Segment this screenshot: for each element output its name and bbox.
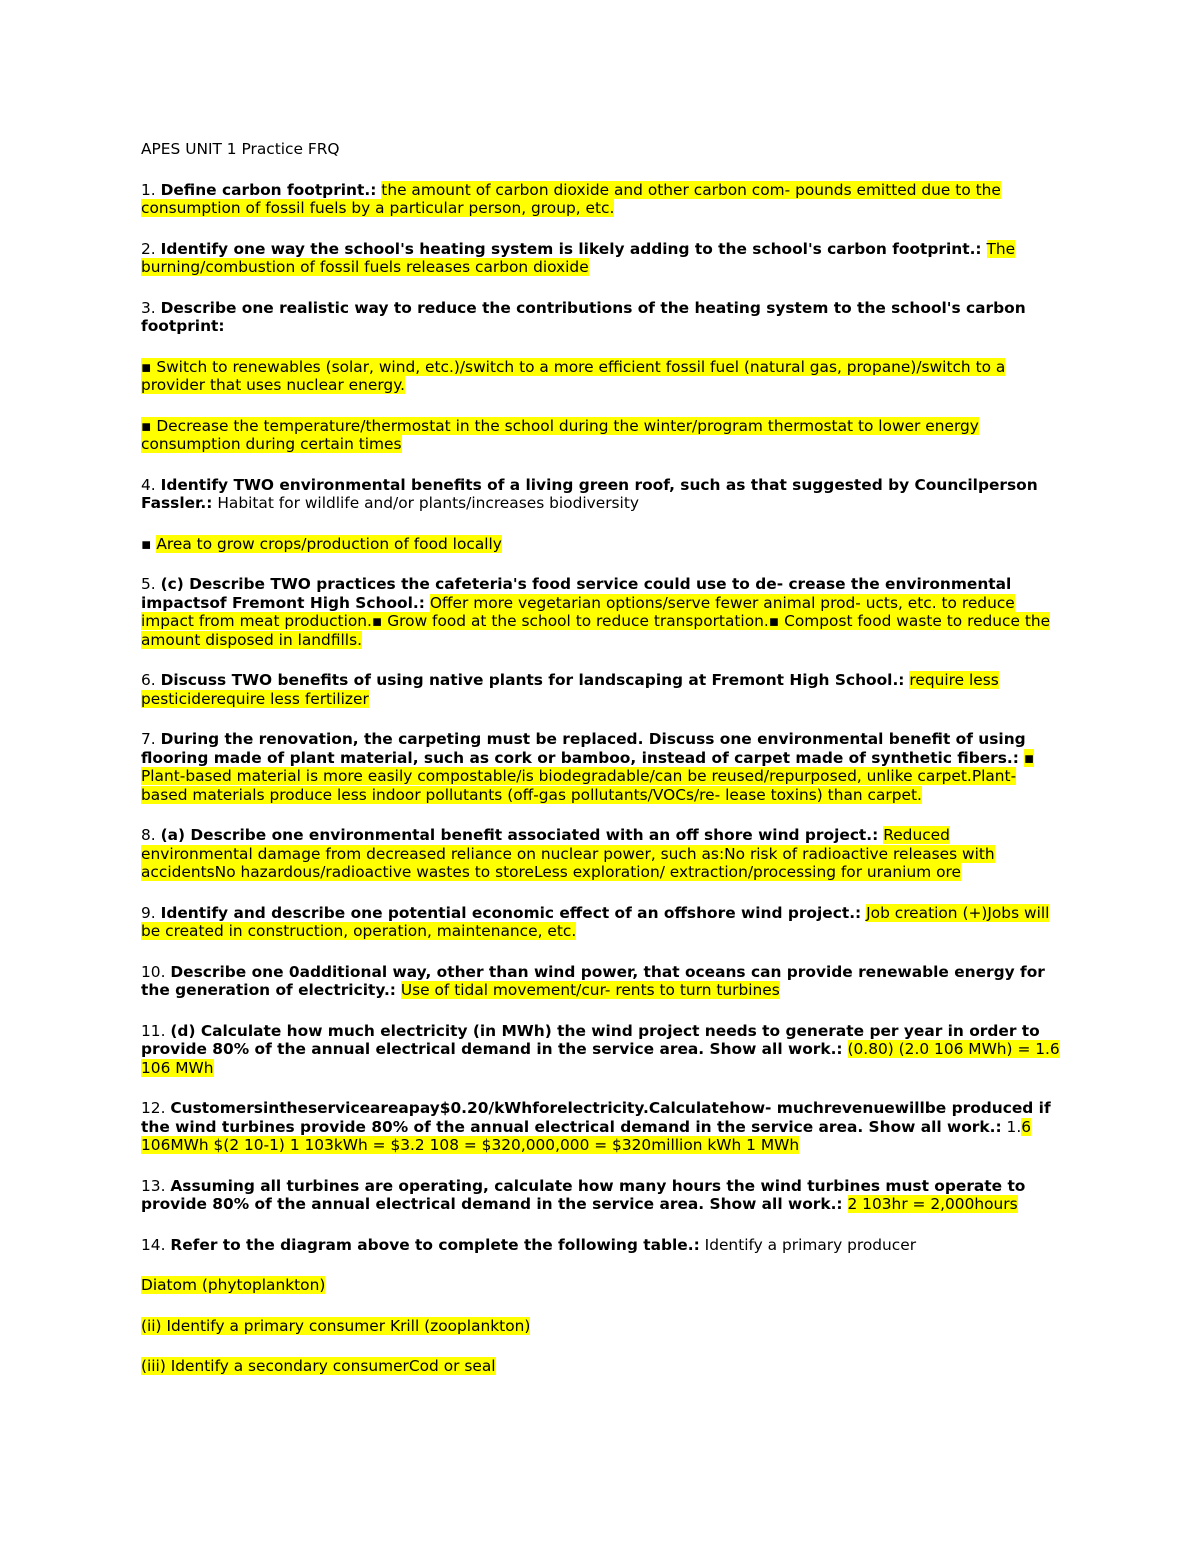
answer-text: The burning/combustion of fossil fuels releases carbon dioxide	[141, 239, 1016, 276]
answer-bullet	[141, 417, 1061, 454]
question-13	[141, 1177, 1061, 1214]
question-number: 11.	[141, 1021, 166, 1040]
answer-text: 6 106MWh $(2 10-1) 1 103kWh = $3.2 108 = $320,000,000 = $320million kWh 1 MWh	[141, 1117, 1032, 1154]
question-text: During the renovation, the carpeting must be replaced. Discuss one environmental benefit of using flooring made of plant material, such as cork or bamboo, instead of carpet made of synthetic fibers.:	[141, 730, 1026, 767]
question-number: 3.	[141, 298, 156, 317]
question-number: 8.	[141, 826, 156, 844]
question-number: 12.	[141, 1099, 166, 1117]
answer-text: Job creation (+)Jobs will be created in construction, operation, maintenance, etc.	[141, 903, 1050, 940]
question-12	[141, 1099, 1061, 1155]
question-2	[141, 240, 1061, 277]
question-text: (c) Describe TWO practices the cafeteria's food service could use to de- crease the environmental impactsof Fremont High School.:	[141, 575, 1012, 612]
answer-text: (0.80) (2.0 106 MWh) = 1.6 106 MWh	[141, 1040, 1060, 1077]
question-text: Refer to the diagram above to complete the following table.:	[170, 1235, 700, 1254]
question-number: 9.	[141, 903, 156, 922]
question-text: (d) Calculate how much electricity (in MWh) the wind project needs to generate per year in order to provide 80% of the annual electrical demand in the service area. Show all work.:	[141, 1021, 1040, 1058]
answer-plain-text: Habitat for wildlife and/or plants/increases biodiversity	[217, 494, 639, 512]
question-number: 13.	[141, 1176, 166, 1195]
question-7	[141, 730, 1061, 804]
question-8	[141, 826, 1061, 882]
answer-bullet	[141, 358, 1061, 395]
answer-line	[141, 1276, 1061, 1295]
answer-line	[141, 1357, 1061, 1376]
answer-plain-text: 1.	[1006, 1117, 1022, 1136]
answer-text: (ii) Identify a primary consumer Krill (zooplankton)	[141, 1316, 531, 1335]
question-text: Describe one realistic way to reduce the contributions of the heating system to the school's carbon footprint:	[141, 298, 1026, 335]
question-5	[141, 575, 1061, 649]
question-text: Identify one way the school's heating system is likely adding to the school's carbon footprint.:	[160, 239, 982, 258]
answer-text: ▪ Decrease the temperature/thermostat in the school during the winter/program thermostat to lower energy consumption during certain times	[141, 416, 979, 453]
answer-line	[141, 1317, 1061, 1336]
answer-plain-text: Identify a primary producer	[704, 1235, 917, 1254]
answer-text: Area to grow crops/production of food locally	[156, 534, 502, 553]
question-text: Describe one 0additional way, other than wind power, that oceans can provide renewable energy for the generation of electricity.:	[141, 962, 1045, 999]
question-10	[141, 963, 1061, 1000]
answer-text: Diatom (phytoplankton)	[141, 1276, 326, 1294]
question-number: 2.	[141, 239, 156, 258]
question-9	[141, 904, 1061, 941]
question-number: 4.	[141, 475, 156, 494]
answer-text: Use of tidal movement/cur- rents to turn turbines	[400, 981, 780, 999]
answer-text: Offer more vegetarian options/serve fewer animal prod- ucts, etc. to reduce impact from meat production.▪ Grow food at the school to reduce transportation.▪ Compost food waste to reduce the amount disposed in landfills.	[141, 593, 1051, 649]
question-14	[141, 1236, 1061, 1255]
question-text: Identify and describe one potential economic effect of an offshore wind project.:	[160, 903, 862, 922]
answer-text: require less pesticiderequire less fertilizer	[141, 671, 999, 708]
document-page	[141, 140, 1061, 1398]
answer-text: (iii) Identify a secondary consumerCod or seal	[141, 1357, 496, 1375]
document-title: APES UNIT 1 Practice FRQ	[141, 140, 340, 158]
question-number: 6.	[141, 671, 156, 689]
answer-text: the amount of carbon dioxide and other carbon com- pounds emitted due to the consumption of fossil fuels by a particular person, group, etc.	[141, 180, 1001, 217]
question-11	[141, 1022, 1061, 1078]
question-text: Define carbon footprint.:	[160, 180, 377, 199]
question-text: (a) Describe one environmental benefit associated with an off shore wind project.:	[160, 826, 879, 844]
question-text: Discuss TWO benefits of using native plants for landscaping at Fremont High School.:	[160, 671, 905, 689]
question-number: 5.	[141, 575, 156, 593]
question-1	[141, 181, 1061, 218]
question-6	[141, 671, 1061, 708]
question-number: 10.	[141, 962, 166, 981]
question-3	[141, 299, 1061, 336]
answer-text: ▪ Switch to renewables (solar, wind, etc.)/switch to a more efficient fossil fuel (natural gas, propane)/switch to a provider that uses nuclear energy.	[141, 357, 1006, 394]
question-text: Identify TWO environmental benefits of a living green roof, such as that suggested by Councilperson Fassler.:	[141, 475, 1038, 512]
question-number: 7.	[141, 730, 156, 748]
answer-text: 2 103hr = 2,000hours	[847, 1195, 1018, 1213]
question-number: 1.	[141, 180, 156, 199]
question-number: 14.	[141, 1235, 166, 1254]
answer-text: Reduced environmental damage from decreased reliance on nuclear power, such as:No risk of radioactive releases with accidentsNo hazardous/radioactive wastes to storeLess exploration/ extraction/processing for uranium ore	[141, 826, 995, 881]
answer-bullet	[141, 535, 1061, 554]
bullet-marker: ▪	[141, 534, 152, 553]
question-text: Customersintheserviceareapay$0.20/kWhforelectricity.Calculatehow- muchrevenuewillbe produced if the wind turbines provide 80% of the annual electrical demand in the service area. Show all work.:	[141, 1099, 1051, 1136]
question-4	[141, 476, 1061, 513]
answer-text: ▪ Plant-based material is more easily compostable/is biodegradable/can be reused/repurposed, unlike carpet.Plant-based materials produce less indoor pollutants (off-gas pollutants/VOCs/re- lease toxins) than carpet.	[141, 748, 1035, 804]
question-text: Assuming all turbines are operating, calculate how many hours the wind turbines must operate to provide 80% of the annual electrical demand in the service area. Show all work.:	[141, 1176, 1026, 1213]
